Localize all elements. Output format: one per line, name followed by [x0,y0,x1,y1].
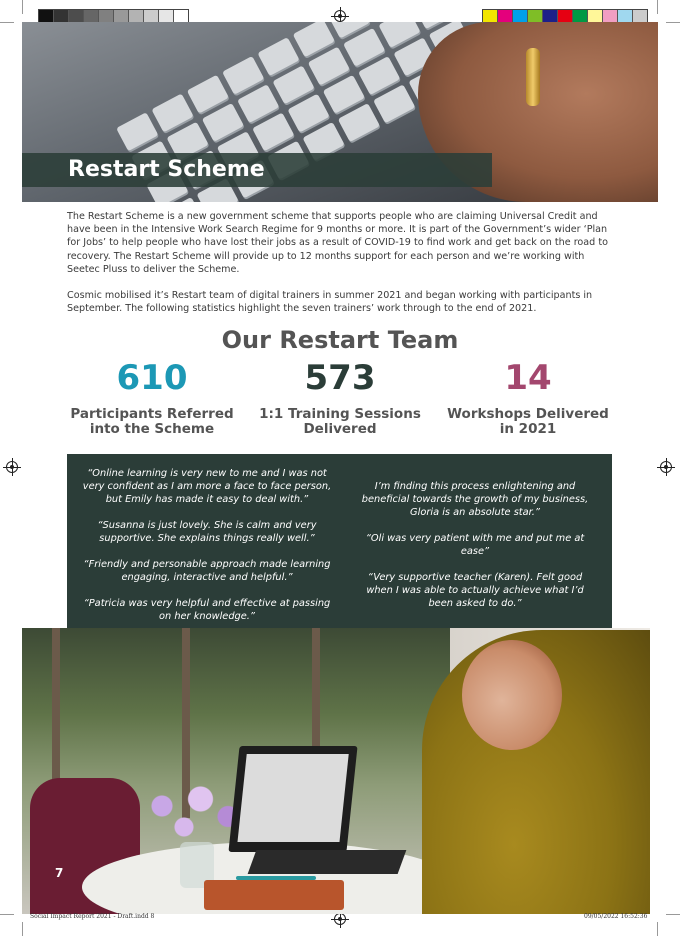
person-head [462,640,562,750]
slug-file-name: Social Impact Report 2021 - Draft.indd 8 [30,913,155,920]
gray-swatch [84,10,99,22]
color-swatch [543,10,558,22]
color-swatch [633,10,647,22]
testimonial-quote: “Friendly and personable approach made learning engaging, interactive and helpful.” [83,559,331,583]
gray-swatch [174,10,188,22]
registration-mark-top [334,10,346,22]
gray-swatch [69,10,84,22]
laptop-screen [228,746,357,852]
intro-paragraph-1: The Restart Scheme is a new government scheme that supports people who are claiming Universal Credit and have been in the Intensive Work Search Regime for 9 months or more. It is part of the Government’s wider ‘Plan for Jobs’ to help people who have lost their jobs as a result of COVID-19 to find work and get back on the road to recovery. The Restart Scheme will provide up to 12 months support for each person and we’re working with Seetec Pluss to deliver the Scheme. [67,211,608,275]
gray-swatch-bar [38,9,189,23]
color-swatch [603,10,618,22]
color-swatch [528,10,543,22]
notebook [204,880,344,910]
intro-paragraph-2: Cosmic mobilised it’s Restart team of digital trainers in summer 2021 and began working with participants in September. The following statistics highlight the seven trainers’ work through to the end of 2021. [67,290,593,315]
stat-value: 14 [504,358,552,398]
testimonial-quote: “Very supportive teacher (Karen). Felt good when I was able to actually achieve what I’d been asked to do.” [366,572,584,609]
color-swatch [558,10,573,22]
stat-label-line: in 2021 [499,421,557,437]
keyboard-key [338,103,380,142]
crop-mark-bottom-right-v [657,922,658,936]
gray-swatch [54,10,69,22]
stat-label-line: into the Scheme [89,421,215,437]
color-swatch [498,10,513,22]
testimonial-quote: “Oli was very patient with me and put me at ease” [365,533,585,557]
testimonial-quote: “Patricia was very helpful and effective at passing on her knowledge.” [83,598,331,622]
gray-swatch [114,10,129,22]
stat-workshops [438,358,618,437]
crop-mark-top-left-h [0,22,14,23]
color-swatch [573,10,588,22]
crop-mark-bottom-left-v [22,922,23,936]
bottom-photo [22,628,650,914]
stat-training-sessions [250,358,430,437]
registration-mark-left [6,461,18,473]
ring [526,48,540,106]
stat-label [62,407,242,437]
testimonials-right-column [355,480,595,623]
stat-label-line: Workshops Delivered [447,406,609,422]
crop-mark-top-right-v [657,0,658,14]
testimonial-quote: “Online learning is very new to me and I was not very confident as I am more a face to face person, but Emily has made it easy to deal with.” [82,468,332,505]
stat-value: 610 [116,358,188,398]
registration-mark-right [660,461,672,473]
crop-mark-top-right-h [666,22,680,23]
laptop-base [248,850,407,874]
testimonial-quote: I’m finding this process enlightening and beneficial towards the growth of my business, Gloria is an absolute star.” [361,481,589,518]
testimonial-quote: “Susanna is just lovely. She is calm and very supportive. She explains things really well.” [97,520,317,544]
color-swatch [588,10,603,22]
gray-swatch [144,10,159,22]
slug-timestamp: 09/05/2022 16:52:36 [584,913,648,920]
color-swatch [483,10,498,22]
color-swatch [618,10,633,22]
testimonials-left-column [79,467,335,636]
stat-label-line: Participants Referred [70,406,234,422]
registration-mark-bottom [334,913,346,925]
intro-text [67,210,617,328]
testimonials-box [67,454,612,632]
gray-swatch [159,10,174,22]
gray-swatch [129,10,144,22]
color-swatch-bar [482,9,648,23]
crop-mark-bottom-right-h [666,914,680,915]
gray-swatch [39,10,54,22]
stat-participants [62,358,242,437]
page-number: 7 [55,866,64,880]
crop-mark-top-left-v [22,0,23,14]
page-title: Restart Scheme [68,157,265,182]
team-heading: Our Restart Team [221,326,459,354]
crop-mark-bottom-left-h [0,914,14,915]
stat-value: 573 [304,358,376,398]
gray-swatch [99,10,114,22]
stat-label [250,407,430,437]
keyboard-key [373,84,415,123]
stat-label-line: 1:1 Training Sessions [259,406,421,422]
pen [236,876,316,880]
stat-label [438,407,618,437]
title-bar [22,153,492,187]
color-swatch [513,10,528,22]
stat-label-line: Delivered [303,421,377,437]
